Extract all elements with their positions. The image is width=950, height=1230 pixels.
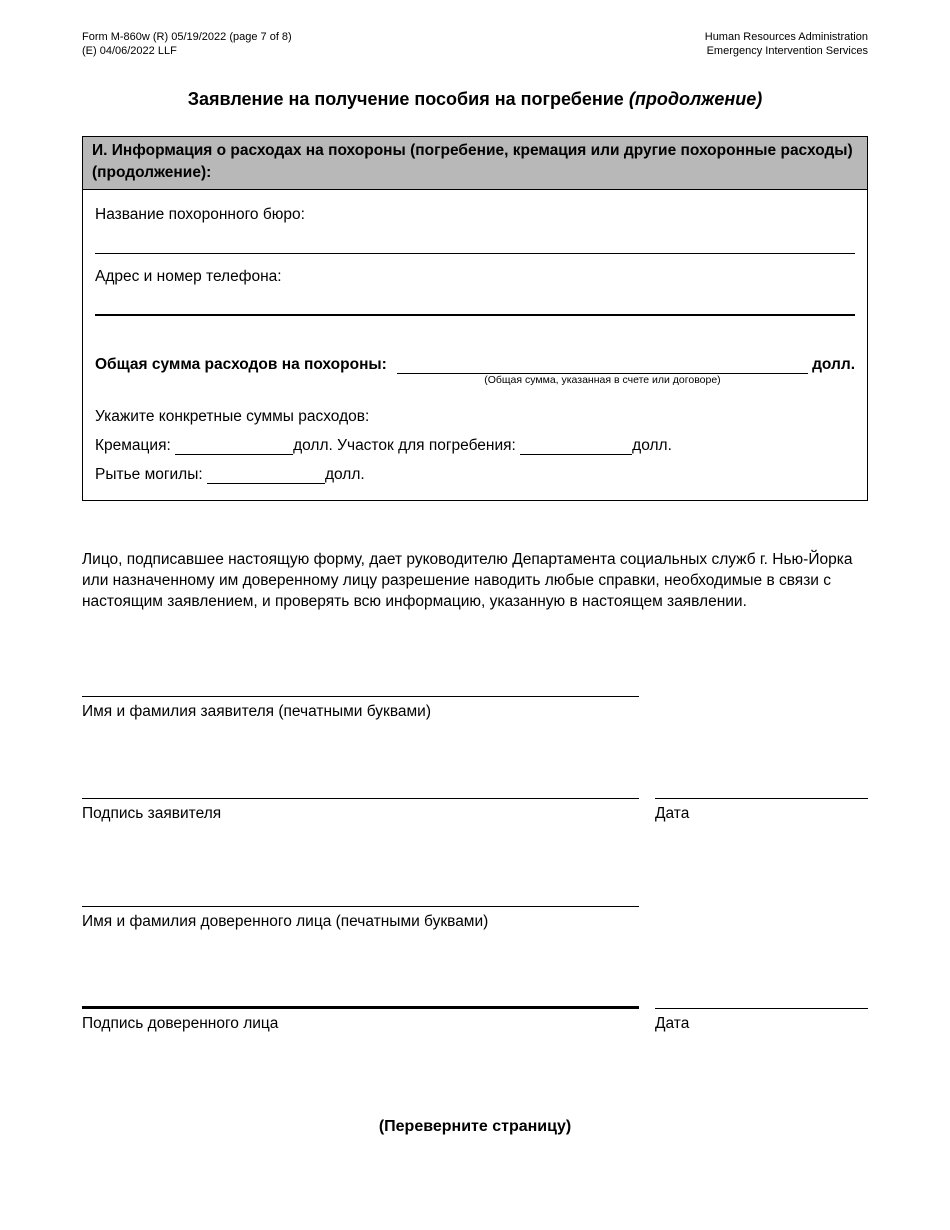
- funeral-home-field[interactable]: [95, 224, 855, 254]
- representative-name-field[interactable]: [82, 881, 639, 907]
- agency-division: Emergency Intervention Services: [706, 45, 868, 58]
- applicant-date-field[interactable]: [655, 773, 868, 799]
- cremation-field[interactable]: [175, 438, 293, 455]
- total-cost-caption: (Общая сумма, указанная в счете или договоре): [484, 373, 721, 386]
- applicant-signature-label: Подпись заявителя: [82, 804, 222, 822]
- applicant-date-label: Дата: [655, 804, 690, 822]
- cremation-label: Кремация:: [95, 436, 171, 454]
- burial-plot-currency: долл.: [632, 436, 672, 454]
- cremation-burial-row: [95, 437, 855, 455]
- grave-digging-field[interactable]: [207, 467, 325, 484]
- authorization-paragraph: Лицо, подписавшее настоящую форму, дает руководителю Департамента социальных служб г. Нью-Йорка или назначенному им доверенному лицу разрешение наводить любые справки, необходимые в связи с настоящим заявлением, и проверять всю информацию, указанную в настоящем заявлении.: [82, 550, 853, 611]
- applicant-signature-labels: [82, 805, 868, 823]
- form-header: [82, 30, 868, 59]
- form-header-right: [705, 30, 868, 59]
- address-phone-label: Адрес и номер телефона:: [95, 267, 282, 285]
- representative-date-label: Дата: [655, 1014, 690, 1032]
- cremation-currency: долл.: [293, 436, 333, 454]
- burial-plot-field[interactable]: [520, 438, 632, 455]
- address-phone-field[interactable]: [95, 286, 855, 316]
- section-i-box: [82, 136, 868, 501]
- representative-signature-field[interactable]: [82, 983, 639, 1009]
- section-i-heading: И. Информация о расходах на похороны (погребение, кремация или другие похоронные расходы) (продолжение):: [83, 137, 867, 190]
- grave-digging-label: Рытье могилы:: [95, 465, 203, 483]
- form-edition: (E) 04/06/2022 LLF: [82, 45, 177, 58]
- burial-plot-label: Участок для погребения:: [337, 436, 516, 454]
- applicant-signature-row: [82, 773, 868, 799]
- grave-digging-row: [95, 466, 855, 484]
- turn-page-note: (Переверните страницу): [378, 1118, 572, 1135]
- representative-signature-label: Подпись доверенного лица: [82, 1014, 279, 1032]
- form-number: Form M-860w (R) 05/19/2022 (page 7 of 8): [82, 31, 292, 43]
- representative-signature-row: [82, 983, 868, 1009]
- form-header-left: [82, 30, 292, 59]
- total-cost-label: Общая сумма расходов на похороны:: [95, 355, 387, 373]
- total-cost-field[interactable]: [397, 354, 808, 386]
- representative-signature-labels: [82, 1015, 868, 1033]
- page-title: [82, 89, 868, 110]
- page-title-main: Заявление на получение пособия на погребение: [187, 88, 624, 109]
- section-i-body: [83, 190, 867, 500]
- total-cost-row: [95, 354, 855, 386]
- agency-name: Human Resources Administration: [704, 31, 868, 43]
- applicant-name-label: Имя и фамилия заявителя (печатными буквами): [82, 702, 431, 720]
- funeral-home-label: Название похоронного бюро:: [95, 205, 305, 223]
- grave-digging-currency: долл.: [324, 465, 365, 483]
- representative-name-label: Имя и фамилия доверенного лица (печатными буквами): [82, 912, 489, 930]
- page-title-suffix: (продолжение): [628, 88, 763, 109]
- itemize-label: Укажите конкретные суммы расходов:: [95, 407, 370, 425]
- applicant-signature-field[interactable]: [82, 773, 639, 799]
- total-cost-currency: долл.: [812, 355, 855, 373]
- representative-date-field[interactable]: [655, 983, 868, 1009]
- applicant-name-field[interactable]: [82, 671, 639, 697]
